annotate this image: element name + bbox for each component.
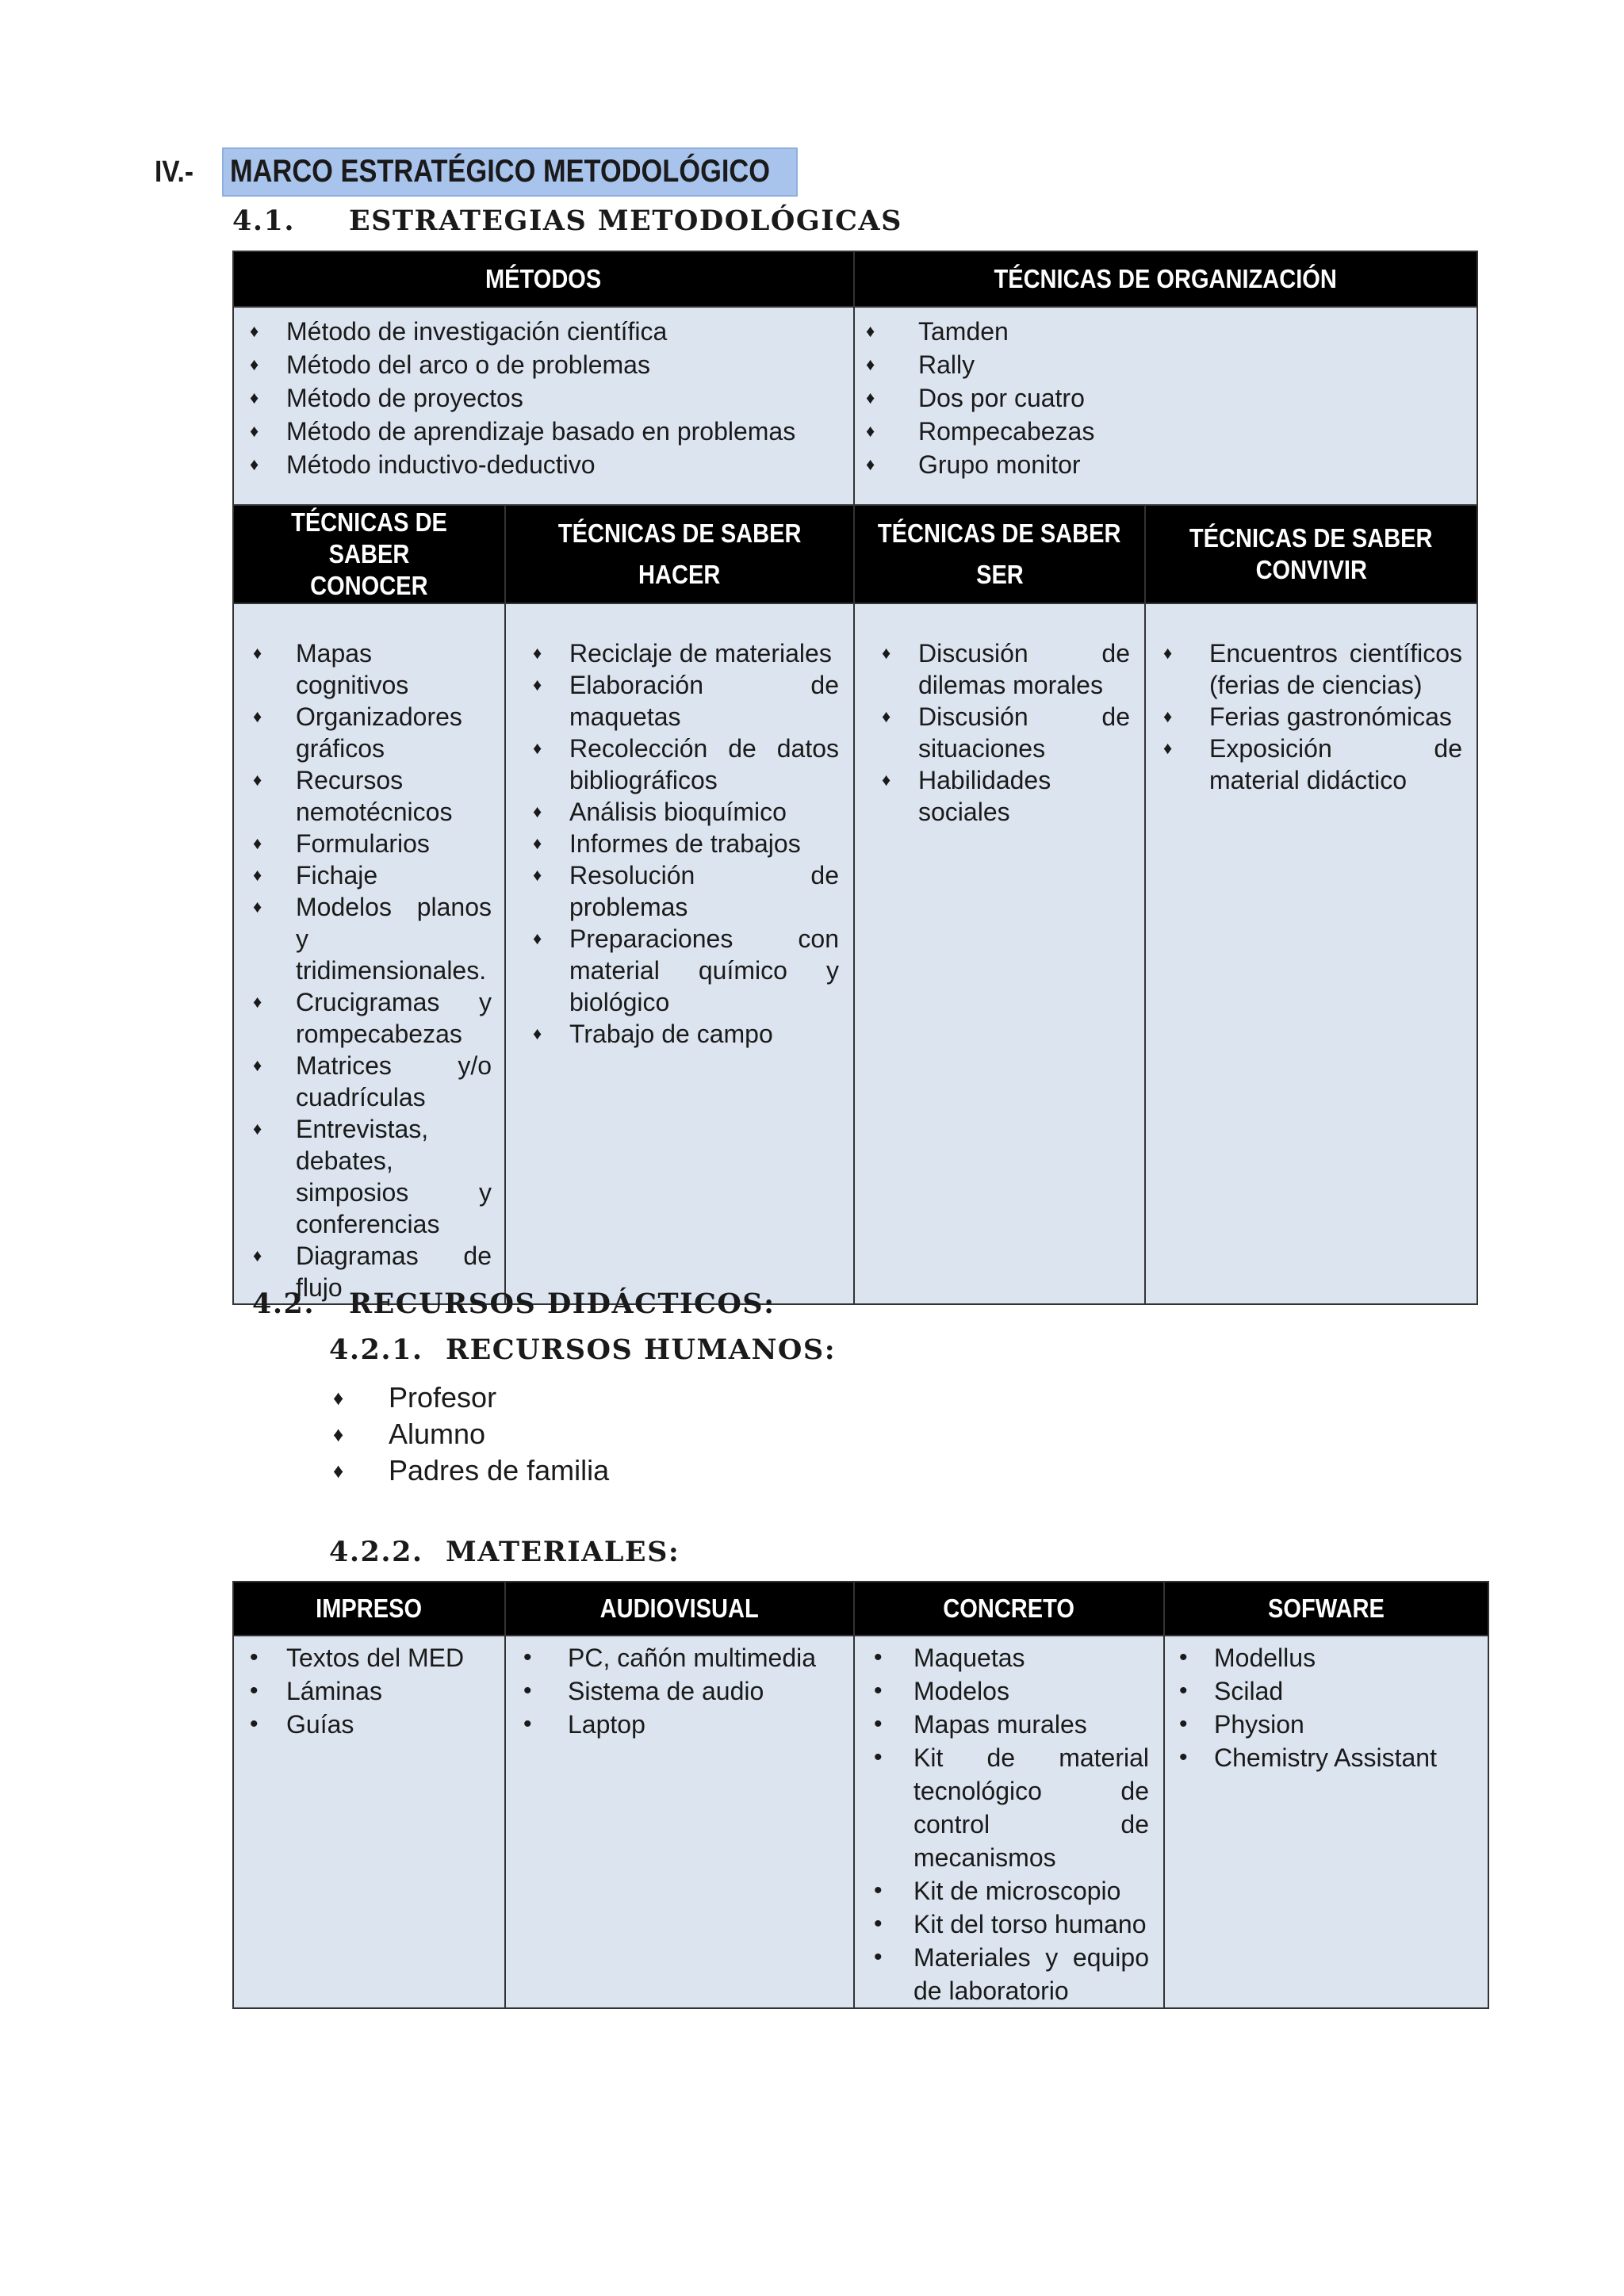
- list-item: ♦ Método de investigación científica: [250, 317, 668, 346]
- list-item: ♦ Entrevistas, debates, simposios y conferencias: [253, 1115, 492, 1238]
- list-item: ♦ Recolección de datos bibliográficos: [533, 734, 839, 794]
- list-item: ♦ Método de aprendizaje basado en problemas: [250, 417, 796, 446]
- list-item: • PC, cañón multimedia: [523, 1644, 817, 1672]
- software-cell: [1164, 1636, 1488, 2008]
- list-item: ♦ Grupo monitor: [866, 450, 1081, 479]
- list-item: ♦ Recursos nemotécnicos: [253, 766, 453, 826]
- list-item: ♦ Encuentros científicos (ferias de ciencias): [1163, 639, 1462, 699]
- section-title: MARCO ESTRATÉGICO METODOLÓGICO: [230, 154, 770, 189]
- list-item: • Kit del torso humano: [874, 1910, 1147, 1938]
- concreto-cell: [854, 1636, 1164, 2008]
- list-item: ♦ Organizadores gráficos: [253, 702, 462, 763]
- recursos-humanos-list: [333, 1380, 609, 1489]
- list-item: ♦ Reciclaje de materiales: [533, 639, 832, 668]
- estrategias-table: [232, 251, 1478, 1305]
- list-item: ♦ Padres de familia: [333, 1454, 610, 1487]
- list-item: • Sistema de audio: [523, 1677, 764, 1705]
- header-saber-convivir: TÉCNICAS DE SABER CONVIVIR: [1145, 505, 1477, 603]
- section-number: IV.-: [155, 155, 193, 189]
- impreso-cell: [233, 1636, 505, 2008]
- list-item: ♦ Crucigramas y rompecabezas: [253, 988, 492, 1048]
- list-item: ♦ Profesor: [333, 1381, 497, 1414]
- ser-cell: [854, 603, 1145, 1304]
- subsection-4-2-1-number: 4.2.1.: [329, 1334, 423, 1366]
- list-item: • Textos del MED: [250, 1644, 465, 1672]
- convivir-cell: [1145, 603, 1477, 1304]
- list-item: ♦ Informes de trabajos: [533, 829, 801, 858]
- subsection-4-2-1-title: RECURSOS HUMANOS:: [446, 1334, 837, 1366]
- list-item: ♦ Método de proyectos: [250, 384, 523, 412]
- header-saber-hacer: TÉCNICAS DE SABER HACER: [505, 505, 854, 603]
- list-item: • Mapas murales: [874, 1710, 1087, 1739]
- list-item: • Laptop: [523, 1710, 645, 1739]
- list-item: ♦ Discusión de situaciones: [882, 702, 1130, 763]
- list-item: ♦ Diagramas de flujo: [253, 1242, 492, 1302]
- list-item: • Scilad: [1179, 1677, 1284, 1705]
- list-item: • Kit de microscopio: [874, 1877, 1121, 1905]
- header-software: SOFWARE: [1164, 1582, 1488, 1636]
- subsection-4-2-title: RECURSOS DIDÁCTICOS:: [349, 1288, 776, 1320]
- conocer-cell: [233, 603, 505, 1304]
- list-item: • Láminas: [250, 1677, 382, 1705]
- list-item: • Modellus: [1179, 1644, 1316, 1672]
- list-item: ♦ Formularios: [253, 829, 430, 858]
- list-item: ♦ Matrices y/o cuadrículas: [253, 1051, 492, 1112]
- subsection-4-2-2-title: MATERIALES:: [446, 1536, 680, 1568]
- list-item: ♦ Rally: [866, 350, 975, 379]
- subsection-4-1-number: 4.1.: [232, 205, 296, 237]
- list-item: ♦ Mapas cognitivos: [253, 639, 409, 699]
- subsection-4-1-title: ESTRATEGIAS METODOLÓGICAS: [349, 205, 902, 237]
- list-item: ♦ Alumno: [333, 1418, 486, 1450]
- list-item: ♦ Dos por cuatro: [866, 384, 1085, 412]
- header-tecnicas-organizacion: TÉCNICAS DE ORGANIZACIÓN: [854, 251, 1477, 307]
- subsection-4-2-number: 4.2.: [252, 1288, 316, 1320]
- list-item: ♦ Ferias gastronómicas: [1163, 702, 1452, 731]
- list-item: • Chemistry Assistant: [1179, 1743, 1437, 1772]
- list-item: ♦ Tamden: [866, 317, 1009, 346]
- list-item: • Guías: [250, 1710, 354, 1739]
- list-item: ♦ Modelos planos y tridimensionales.: [253, 893, 492, 985]
- header-saber-conocer: TÉCNICAS DE SABER CONOCER: [233, 505, 505, 603]
- list-item: ♦ Fichaje: [253, 861, 378, 890]
- materiales-table: [232, 1581, 1489, 2009]
- header-metodos: MÉTODOS: [233, 251, 854, 307]
- list-item: ♦ Análisis bioquímico: [533, 798, 787, 826]
- header-audiovisual: AUDIOVISUAL: [505, 1582, 854, 1636]
- list-item: • Modelos: [874, 1677, 1009, 1705]
- header-saber-ser: TÉCNICAS DE SABER SER: [854, 505, 1145, 603]
- hacer-cell: [505, 603, 854, 1304]
- metodos-cell: [233, 307, 854, 505]
- subsection-4-2-2-number: 4.2.2.: [329, 1536, 423, 1568]
- list-item: • Kit de material tecnológico de control de mecanismos: [874, 1743, 1149, 1872]
- list-item: • Maquetas: [874, 1644, 1025, 1672]
- organizacion-cell: [854, 307, 1477, 505]
- list-item: ♦ Rompecabezas: [866, 417, 1095, 446]
- header-impreso: IMPRESO: [233, 1582, 505, 1636]
- list-item: • Materiales y equipo de laboratorio: [874, 1943, 1149, 2005]
- list-item: ♦ Método inductivo-deductivo: [250, 450, 596, 479]
- list-item: ♦ Exposición de material didáctico: [1163, 734, 1462, 794]
- list-item: ♦ Método del arco o de problemas: [250, 350, 650, 379]
- header-concreto: CONCRETO: [854, 1582, 1164, 1636]
- list-item: ♦ Resolución de problemas: [533, 861, 839, 921]
- list-item: ♦ Preparaciones con material químico y biológico: [533, 924, 839, 1016]
- list-item: ♦ Habilidades sociales: [882, 766, 1051, 826]
- audiovisual-cell: [505, 1636, 854, 2008]
- list-item: ♦ Elaboración de maquetas: [533, 671, 839, 731]
- list-item: ♦ Trabajo de campo: [533, 1020, 773, 1048]
- list-item: • Physion: [1179, 1710, 1304, 1739]
- list-item: ♦ Discusión de dilemas morales: [882, 639, 1130, 699]
